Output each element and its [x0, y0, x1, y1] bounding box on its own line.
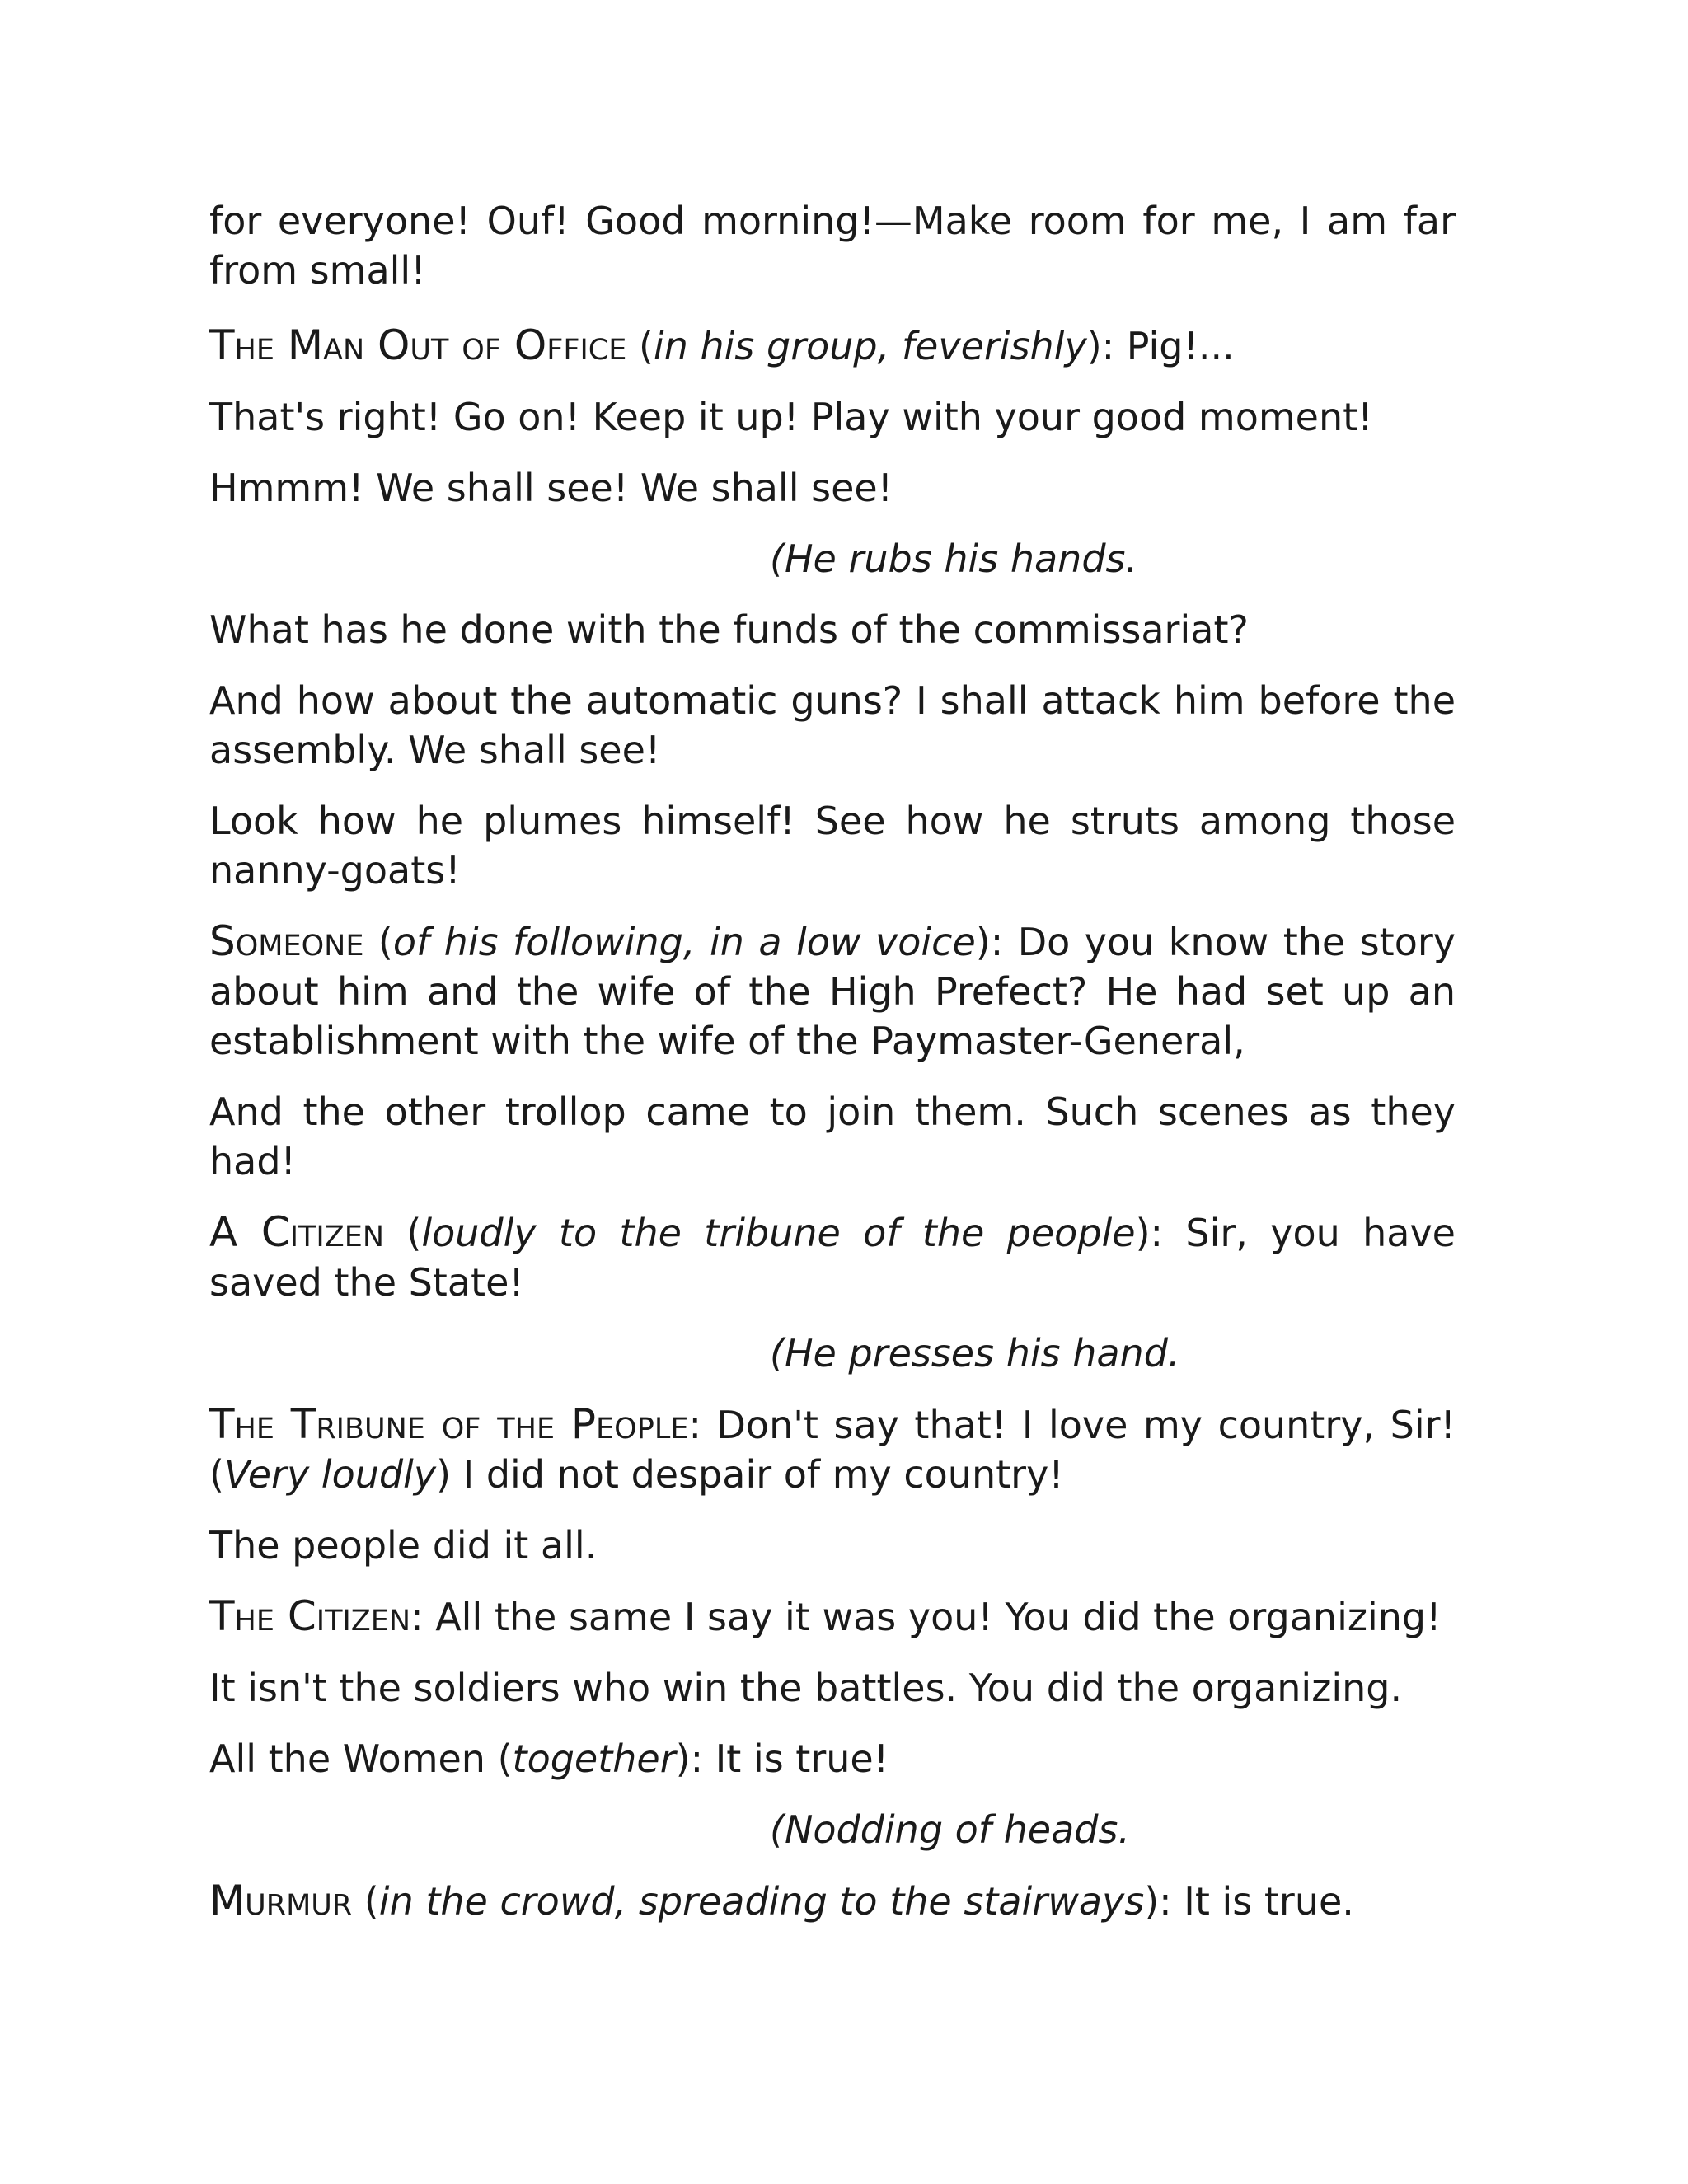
speech-text: Do you know the story about him and the wife of the High Prefect? He had set up an establishment with the wife of the Paymaster-General,: [209, 920, 1456, 1063]
dialogue-line: for everyone! Ouf! Good morning!—Make room for me, I am far from small!: [209, 199, 1456, 293]
speech-text: It is true!: [715, 1736, 889, 1781]
dialogue-line: And the other trollop came to join them. Such scenes as they had!: [209, 1090, 1456, 1183]
speech-punct: (: [626, 324, 654, 368]
stage-direction-inline: Very loudly: [223, 1452, 437, 1497]
speech-punct: :: [410, 1595, 436, 1639]
speech-text: : Don't say that! I love my country, Sir! (: [209, 1403, 1456, 1497]
speech-punct: ):: [675, 1736, 715, 1781]
speech-text: Sir, you have saved the State!: [209, 1211, 1456, 1305]
speech-punct: ):: [1144, 1879, 1184, 1924]
dialogue-line: That's right! Go on! Keep it up! Play with your good moment!: [209, 395, 1373, 439]
dialogue-line: What has he done with the funds of the commissariat?: [209, 607, 1249, 652]
speech: [209, 321, 1456, 371]
stage-direction-inline: in his group, feverishly: [653, 324, 1087, 368]
speaker-name: Someone: [209, 917, 364, 965]
dialogue-line: And how about the automatic guns? I shall attack him before the assembly. We shall see!: [209, 678, 1456, 772]
speech-punct: (: [352, 1879, 379, 1924]
speech: [209, 1591, 1456, 1642]
speech-text: It is true.: [1184, 1879, 1354, 1924]
speaker-name: The Tribune of the People: [209, 1400, 689, 1448]
stage-direction-inline: in the crowd, spreading to the stairways: [378, 1879, 1145, 1924]
speech-punct: (: [363, 920, 393, 964]
speech-punct: ):: [1135, 1211, 1186, 1255]
speech: [209, 1876, 1456, 1926]
speech-text: ) I did not despair of my country!: [436, 1452, 1064, 1497]
speech: [209, 916, 1456, 1066]
speaker-name: Murmur: [209, 1877, 353, 1924]
play-text: [209, 196, 1456, 1926]
stage-direction-inline: loudly to the tribune of the people: [421, 1211, 1136, 1255]
stage-direction-inline: of his following, in a low voice: [392, 920, 976, 964]
dialogue-line: Hmmm! We shall see! We shall see!: [209, 466, 893, 510]
dialogue-line: Look how he plumes himself! See how he struts among those nanny-goats!: [209, 799, 1456, 893]
speech: [209, 1399, 1456, 1499]
speech-punct: ):: [975, 920, 1018, 964]
speaker-name: All the Women: [209, 1736, 485, 1781]
stage-direction: (He rubs his hands.: [770, 537, 1138, 581]
dialogue-line: It isn't the soldiers who win the battles. You did the organizing.: [209, 1666, 1403, 1710]
speech-text: Pig!...: [1126, 324, 1235, 368]
speech: [209, 1734, 1456, 1783]
speaker-name: The Citizen: [209, 1592, 411, 1640]
speech-punct: ):: [1086, 324, 1127, 368]
speech-punct: (: [384, 1211, 422, 1255]
stage-direction: (He presses his hand.: [770, 1331, 1180, 1376]
dialogue-line: The people did it all.: [209, 1523, 598, 1568]
speaker-name: The Man Out of Office: [209, 321, 627, 369]
speech-punct: (: [485, 1736, 513, 1781]
speaker-name: A Citizen: [209, 1208, 385, 1256]
stage-direction: (Nodding of heads.: [770, 1807, 1131, 1852]
speech-text: All the same I say it was you! You did the organizing!: [435, 1595, 1442, 1639]
stage-direction-inline: together: [512, 1736, 676, 1781]
speech: [209, 1207, 1456, 1307]
